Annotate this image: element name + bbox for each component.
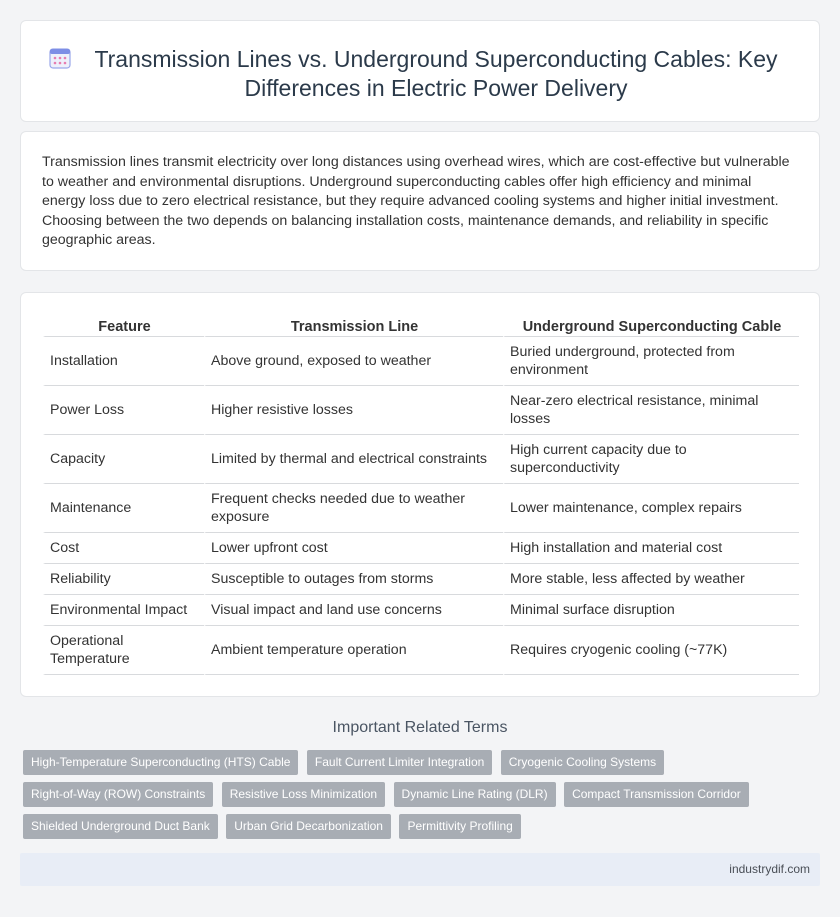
table-row [43, 626, 799, 675]
comparison-card [20, 292, 820, 697]
related-term-tag[interactable]: Permittivity Profiling [399, 814, 520, 839]
transmission-cell: Susceptible to outages from storms [204, 564, 503, 595]
feature-cell: Power Loss [43, 386, 204, 435]
tag-row [23, 750, 803, 782]
footer [20, 853, 820, 886]
feature-cell: Installation [43, 337, 204, 386]
transmission-cell: Visual impact and land use concerns [204, 595, 503, 626]
feature-cell: Reliability [43, 564, 204, 595]
feature-cell: Maintenance [43, 484, 204, 533]
table-row [43, 435, 799, 484]
related-term-tag[interactable]: Fault Current Limiter Integration [307, 750, 492, 775]
intro-paragraph: Transmission lines transmit electricity over long distances using overhead wires, which are cost-effective but vulnerable to weather and environmental disruptions. Underground superconducting cables offer high efficiency and minimal energy loss due to zero electrical resistance, but they require advanced cooling systems and higher initial investment. Choosing between the two depends on balancing installation costs, maintenance demands, and reliability in specific geographic areas. [42, 154, 790, 248]
transmission-cell: Above ground, exposed to weather [204, 337, 503, 386]
table-row [43, 484, 799, 533]
related-term-tag[interactable]: Resistive Loss Minimization [222, 782, 385, 807]
transmission-cell: Ambient temperature operation [204, 626, 503, 675]
related-term-tag[interactable]: Shielded Underground Duct Bank [23, 814, 218, 839]
header-card [20, 20, 820, 122]
feature-cell: Cost [43, 533, 204, 564]
table-header-row [43, 315, 799, 337]
superconducting-cell: High installation and material cost [503, 533, 799, 564]
related-term-tag[interactable]: Dynamic Line Rating (DLR) [394, 782, 556, 807]
page-title: Transmission Lines vs. Underground Superconducting Cables: Key Differences in Electric Power Delivery [94, 46, 778, 101]
intro-card [20, 131, 820, 271]
table-row [43, 337, 799, 386]
header-transmission-line: Transmission Line [204, 315, 503, 337]
transmission-cell: Higher resistive losses [204, 386, 503, 435]
footer-site-link[interactable]: industrydif.com [729, 862, 810, 876]
table-row [43, 595, 799, 626]
superconducting-cell: Minimal surface disruption [503, 595, 799, 626]
tag-row [23, 782, 803, 814]
tag-row [23, 814, 803, 846]
related-terms-heading: Important Related Terms [332, 719, 508, 736]
transmission-cell: Frequent checks needed due to weather exposure [204, 484, 503, 533]
related-term-tag[interactable]: Urban Grid Decarbonization [226, 814, 391, 839]
superconducting-cell: Requires cryogenic cooling (~77K) [503, 626, 799, 675]
related-term-tag[interactable]: Right-of-Way (ROW) Constraints [23, 782, 213, 807]
superconducting-cell: High current capacity due to superconductivity [503, 435, 799, 484]
transmission-cell: Limited by thermal and electrical constraints [204, 435, 503, 484]
related-term-tag[interactable]: Cryogenic Cooling Systems [501, 750, 664, 775]
table-row [43, 564, 799, 595]
superconducting-cell: Near-zero electrical resistance, minimal losses [503, 386, 799, 435]
comparison-table [43, 315, 799, 675]
feature-cell: Capacity [43, 435, 204, 484]
feature-cell: Operational Temperature [43, 626, 204, 675]
related-term-tag[interactable]: High-Temperature Superconducting (HTS) Cable [23, 750, 298, 775]
table-row [43, 533, 799, 564]
superconducting-cell: More stable, less affected by weather [503, 564, 799, 595]
related-terms-list [23, 750, 803, 846]
transmission-cell: Lower upfront cost [204, 533, 503, 564]
feature-cell: Environmental Impact [43, 595, 204, 626]
table-row [43, 386, 799, 435]
superconducting-cell: Buried underground, protected from environment [503, 337, 799, 386]
header-superconducting-cable: Underground Superconducting Cable [503, 315, 799, 337]
related-term-tag[interactable]: Compact Transmission Corridor [564, 782, 749, 807]
header-feature: Feature [43, 315, 204, 337]
superconducting-cell: Lower maintenance, complex repairs [503, 484, 799, 533]
